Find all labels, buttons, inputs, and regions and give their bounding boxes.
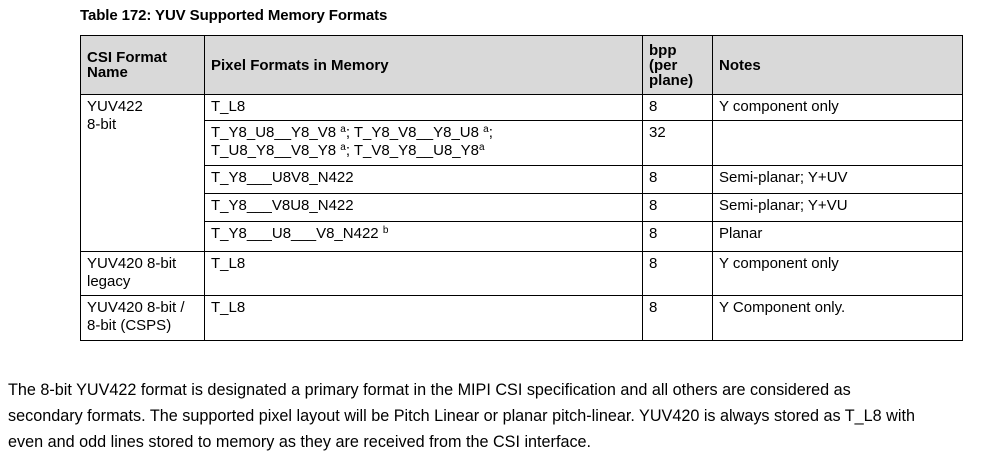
header-bpp [643, 36, 713, 95]
bpp-cell: 8 [643, 95, 713, 121]
pixel-format-line2 [211, 142, 636, 160]
pixel-format-line1 [211, 124, 636, 142]
notes-cell [713, 121, 963, 166]
notes-cell: Y component only [713, 95, 963, 121]
bpp-cell: 8 [643, 252, 713, 296]
paragraph-line: even and odd lines stored to memory as they are received from the CSI interface. [8, 433, 592, 451]
csi-format-yuv420-legacy: YUV420 8-bit legacy [81, 252, 205, 296]
description-paragraph [8, 377, 1003, 455]
footnote-marker: a [340, 142, 346, 153]
header-bpp-line3: plane) [649, 71, 694, 89]
footnote-marker: a [340, 124, 346, 135]
table-row [81, 296, 963, 341]
table-row [81, 194, 963, 222]
header-pixel-formats: Pixel Formats in Memory [205, 36, 643, 95]
footnote-marker: a [483, 124, 489, 135]
pixel-format-part: T_U8_Y8__V8_Y8 [211, 142, 337, 159]
pixel-format-part: ; T_Y8_V8__Y8_U8 [345, 124, 479, 141]
csi-format-yuv422 [81, 95, 205, 252]
footnote-marker: a [478, 142, 485, 153]
yuv-formats-table [80, 35, 963, 341]
header-csi-format: CSI Format Name [81, 36, 205, 95]
header-bpp-line2: (per [649, 56, 678, 74]
pixel-format-cell [205, 222, 643, 252]
paragraph-line: The 8-bit YUV422 format is designated a primary format in the MIPI CSI specification and all others are considered as [8, 381, 851, 399]
pixel-format-cell [205, 121, 643, 166]
csi-format-yuv420-csps: YUV420 8-bit / 8-bit (CSPS) [81, 296, 205, 341]
header-bpp-line1: bpp [649, 41, 677, 59]
paragraph-line: secondary formats. The supported pixel layout will be Pitch Linear or planar pitch-linear. YUV420 is always stored as T_L8 with [8, 407, 915, 425]
table-caption: Table 172: YUV Supported Memory Formats [80, 7, 388, 24]
bpp-cell: 8 [643, 222, 713, 252]
table-header-row [81, 36, 963, 95]
table-row [81, 166, 963, 194]
table-row [81, 222, 963, 252]
pixel-format-part: T_Y8_U8__Y8_V8 [211, 124, 337, 141]
bpp-cell: 8 [643, 194, 713, 222]
pixel-format-part: T_Y8___U8___V8_N422 [211, 225, 379, 242]
bpp-cell: 8 [643, 166, 713, 194]
csi-format-yuv422-line1: YUV422 [87, 98, 143, 115]
pixel-format-cell: T_L8 [205, 95, 643, 121]
notes-cell: Y Component only. [713, 296, 963, 341]
csi-format-yuv422-line2: 8-bit [87, 116, 117, 133]
pixel-format-cell: T_L8 [205, 296, 643, 341]
bpp-cell: 32 [643, 121, 713, 166]
header-notes: Notes [713, 36, 963, 95]
pixel-format-cell: T_L8 [205, 252, 643, 296]
notes-cell: Planar [713, 222, 963, 252]
pixel-format-cell: T_Y8___U8V8_N422 [205, 166, 643, 194]
notes-cell: Y component only [713, 252, 963, 296]
pixel-format-cell: T_Y8___V8U8_N422 [205, 194, 643, 222]
table-row [81, 121, 963, 166]
notes-cell: Semi-planar; Y+VU [713, 194, 963, 222]
pixel-format-part: ; T_V8_Y8__U8_Y8 [345, 142, 479, 159]
table-row [81, 252, 963, 296]
table-row [81, 95, 963, 121]
pixel-format-part: ; [488, 124, 493, 141]
footnote-marker: b [382, 225, 389, 236]
bpp-cell: 8 [643, 296, 713, 341]
notes-cell: Semi-planar; Y+UV [713, 166, 963, 194]
